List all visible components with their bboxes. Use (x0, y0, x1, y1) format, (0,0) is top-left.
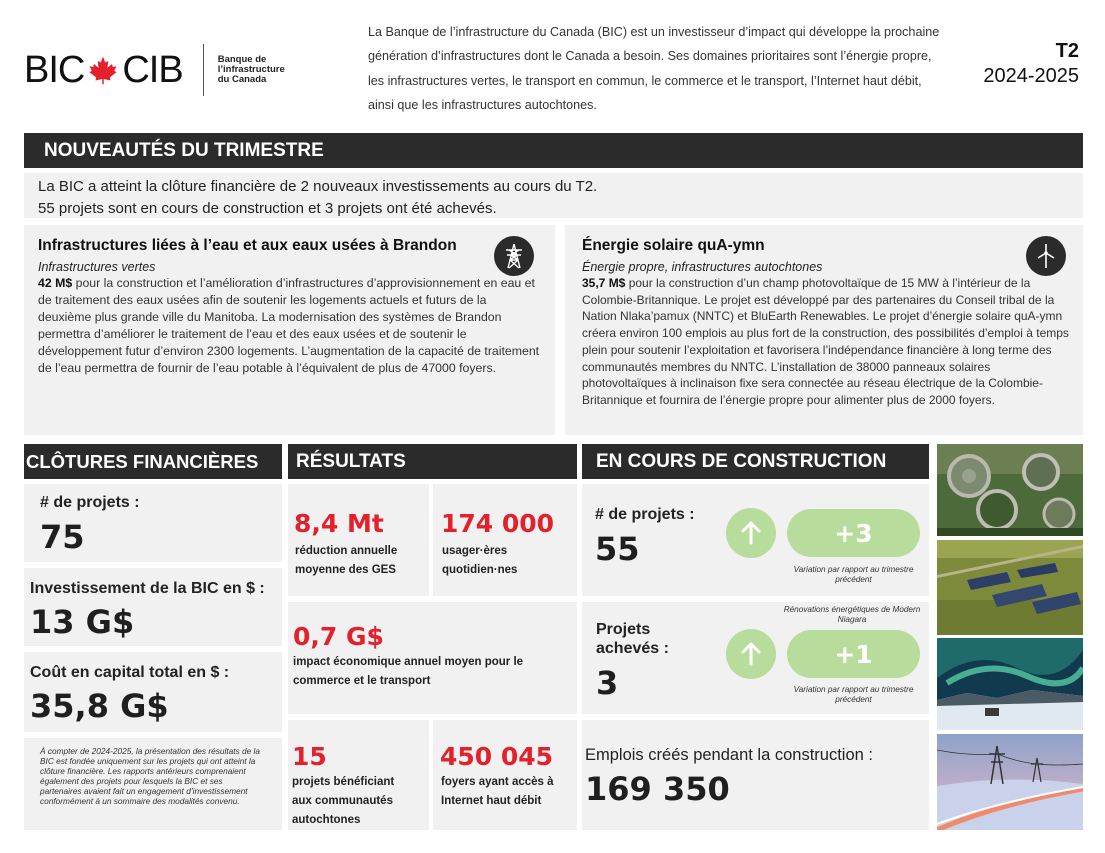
project-amount: 42 M$ (38, 276, 73, 290)
results-impact-value: 0,7 G$ (293, 622, 384, 651)
project-card-solar (565, 225, 1083, 435)
photo-solar-farm (937, 540, 1083, 635)
results-internet-label: foyers ayant accès à Internet haut débit (441, 776, 554, 807)
quarter-label: T2 (1055, 40, 1079, 62)
construction-projects-change: +3 (787, 509, 920, 557)
closings-capital-value: 35,8 G$ (30, 687, 169, 725)
closings-footnote: À compter de 2024-2025, la présentation des résultats de la BIC est fondée uniquement sur les projets qui ont atteint la clôture financière. Les rapports antérieurs comprenaient également des projets pour lesquels la BIC et ses partenaires avaient fait un engagement d’investissement conformément à un sommaire des modalités convenu. (24, 738, 282, 830)
results-users-card (433, 484, 577, 596)
variation-note: Variation par rapport au trimestre précédent (793, 685, 914, 704)
results-section-title: RÉSULTATS (288, 444, 577, 479)
cib-logo (24, 45, 298, 95)
results-indigenous-value: 15 (292, 742, 327, 771)
news-section-title: NOUVEAUTÉS DU TRIMESTRE (24, 133, 1083, 168)
logo-divider (203, 44, 204, 96)
results-indigenous-label: projets bénéficiant aux communautés autochtones (292, 776, 395, 826)
results-ghg-value: 8,4 Mt (294, 509, 384, 538)
logo-bic-text: BIC (24, 48, 85, 91)
construction-jobs-card (582, 720, 929, 830)
fiscal-year: 2024-2025 (983, 65, 1079, 87)
maple-leaf-icon (88, 55, 118, 85)
results-impact-label: impact économique annuel moyen pour le commerce et le transport (293, 656, 524, 687)
closings-projects-label: # de projets : (40, 494, 140, 511)
results-ghg-card (288, 484, 429, 596)
variation-note: Variation par rapport au trimestre précédent (793, 565, 914, 584)
wind-turbine-icon (1026, 236, 1066, 276)
project-title: Infrastructures liées à l’eau et aux eaux usées à Brandon (38, 237, 457, 254)
results-internet-value: 450 045 (440, 742, 554, 771)
transmission-tower-icon (494, 236, 534, 276)
construction-projects-value: 55 (595, 530, 640, 568)
results-users-label: usager·ères quotidien·nes (442, 545, 518, 576)
closings-investment-value: 13 G$ (30, 603, 135, 641)
project-description (38, 275, 541, 376)
results-impact-card (288, 602, 577, 714)
arrow-up-icon (726, 629, 776, 679)
photo-power-lines (937, 734, 1083, 830)
completed-project-note: Rénovations énergétiques de Modern Niagara (783, 605, 921, 624)
news-line-2: 55 projets sont en cours de construction et 3 projets ont été achevés. (38, 200, 497, 217)
news-line-1: La BIC a atteint la clôture financière de 2 nouveaux investissements au cours du T2. (38, 178, 598, 195)
construction-jobs-value: 169 350 (585, 770, 730, 808)
project-amount: 35,7 M$ (582, 276, 626, 290)
construction-projects-card (582, 484, 929, 596)
results-users-value: 174 000 (441, 509, 555, 538)
construction-jobs-label: Emplois créés pendant la construction : (585, 746, 873, 764)
construction-section-title: EN COURS DE CONSTRUCTION (582, 444, 929, 479)
closings-section-title: CLÔTURES FINANCIÈRES (24, 444, 282, 479)
logo-subtitle: Banque de l’infrastructure du Canada (217, 54, 285, 85)
closings-projects-card (24, 484, 282, 562)
closings-capital-label: Coût en capital total en $ : (30, 664, 230, 681)
construction-completed-value: 3 (596, 664, 619, 702)
results-internet-card (433, 720, 577, 830)
photo-water-treatment (937, 444, 1083, 536)
intro-paragraph: La Banque de l’infrastructure du Canada (BIC) est un investisseur d’impact qui développe la prochaine génération d’infrastructures dont le Canada a besoin. Ses domaines prioritaires sont l’énergie propre, les infrastructures vertes, le transport en commun, le commerce et le transport, l’Internet haut débit, ainsi que les infrastructures autochtones. (368, 25, 940, 112)
results-ghg-label: réduction annuelle moyenne des GES (295, 545, 398, 576)
closings-investment-card (24, 568, 282, 646)
photo-northern-lights (937, 638, 1083, 730)
construction-projects-label: # de projets : (595, 506, 695, 523)
construction-completed-change: +1 (787, 630, 920, 678)
project-card-brandon (24, 225, 555, 435)
closings-investment-label: Investissement de la BIC en $ : (30, 580, 265, 597)
logo-cib-text: CIB (122, 48, 183, 91)
project-title: Énergie solaire quA-ymn (582, 237, 765, 254)
project-category: Infrastructures vertes (38, 260, 156, 274)
quarter-block (983, 40, 1079, 88)
closings-capital-card (24, 652, 282, 732)
closings-projects-value: 75 (40, 518, 85, 556)
project-text: pour la construction et l’amélioration d’infrastructures d’approvisionnement en eau et de traitement des eaux usées afin de soutenir les logements actuels et futurs de la deuxième plus grande ville du Manitoba. La modernisation des systèmes de Brandon permettra d’améliorer le traitement de l’eau et des eaux usées et de soutenir le développement futur d’environ 2300 logements. L’augmentation de la capacité de traitement de l’eau permettra de fournir de l’eau potable à l’équivalent de plus de 47000 foyers. (38, 276, 540, 375)
project-text: pour la construction d’un champ photovoltaïque de 15 MW à l’intérieur de la Colombie-Britannique. Le projet est développé par des partenaires du Conseil tribal de la Nation Nlaka’pamux (NNTC) et BluEarth Renewables. Le projet d’énergie solaire quA-ymn créera environ 100 emplois au plus fort de la construction, des possibilités d’emploi à temps plein pour soutenir l’exploitation et favorisera l’indépendance financière à long terme des communautés membres du NNTC. L’installation de 38000 panneaux solaires photovoltaïques à inclinaison fixe sera connectée au réseau électrique de la Colombie-Britannique et fournira de l’énergie propre pour alimenter plus de 2000 foyers. (582, 276, 1069, 407)
news-summary (24, 173, 1083, 218)
results-indigenous-card (288, 720, 429, 830)
project-description (582, 275, 1069, 409)
construction-completed-label: Projets achevés : (596, 621, 669, 657)
construction-completed-card (582, 602, 929, 714)
project-category: Énergie propre, infrastructures autochtones (582, 260, 823, 274)
arrow-up-icon (726, 508, 776, 558)
